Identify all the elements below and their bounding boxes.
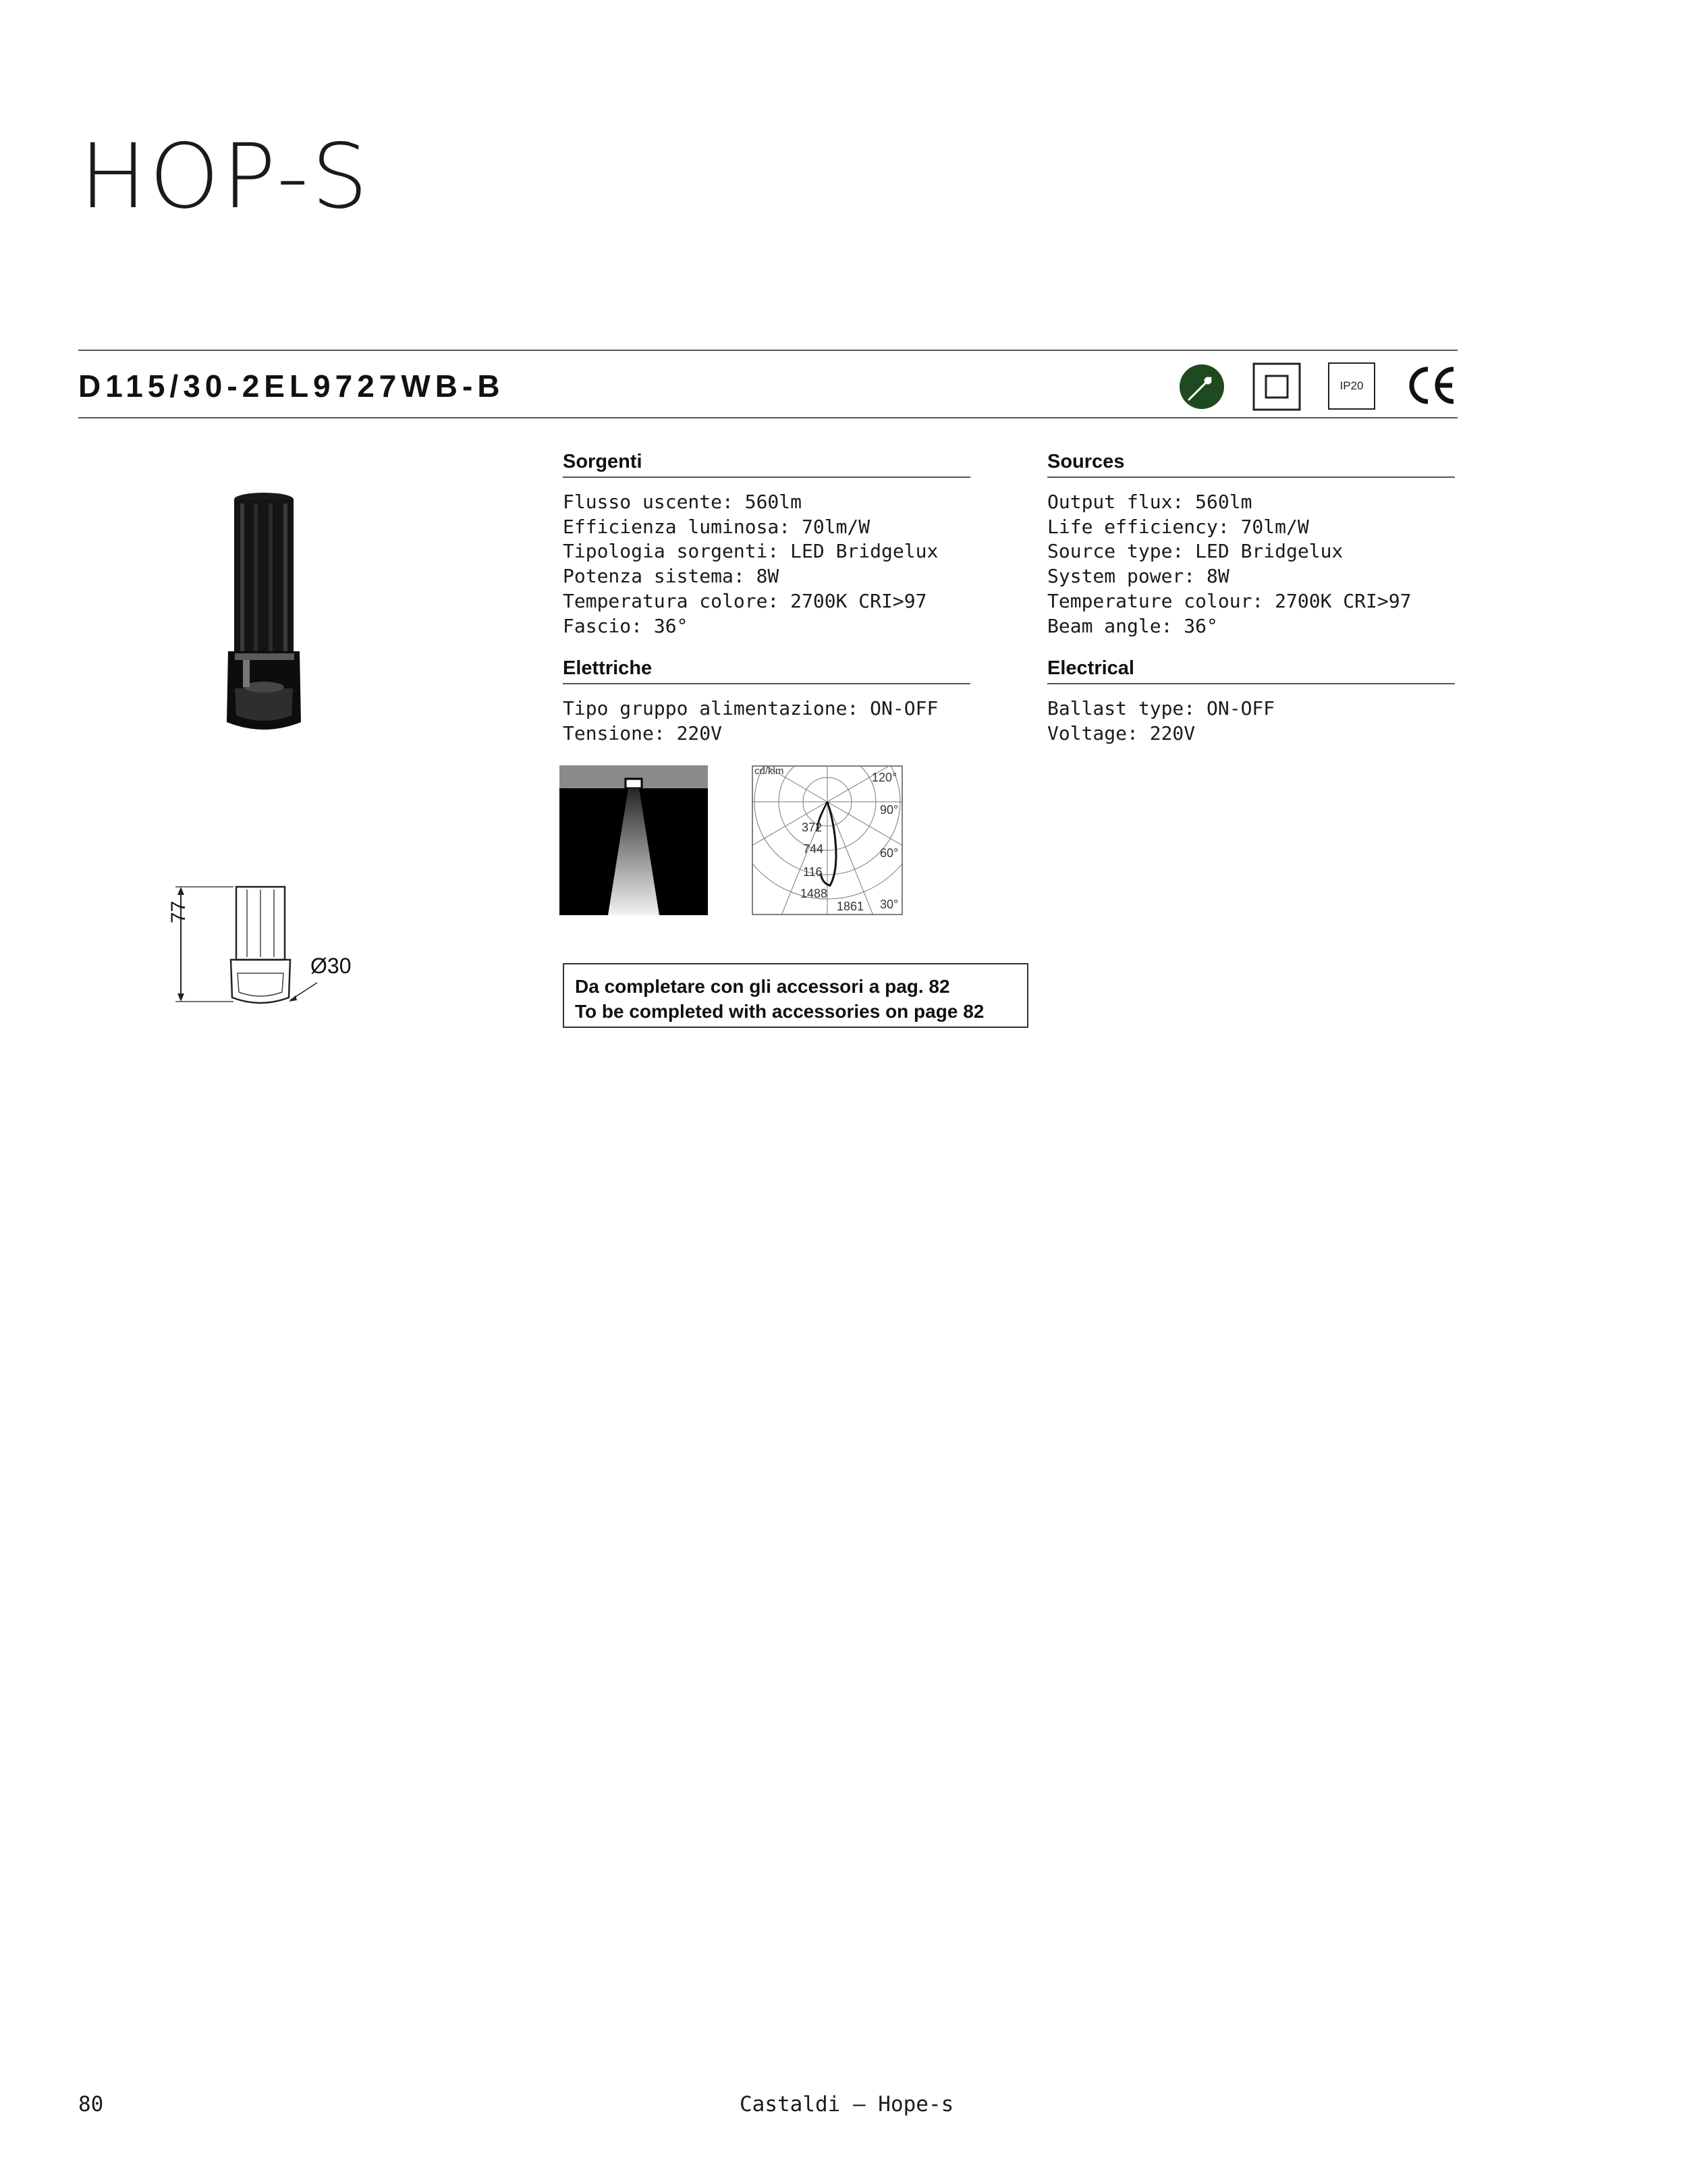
technical-drawing: [162, 871, 358, 1026]
header-bottom-rule: [78, 417, 1458, 418]
sources-heading-it: Sorgenti: [563, 451, 642, 472]
polar-angle-label: 60°: [880, 846, 899, 860]
accessories-note-box: [563, 963, 1028, 1028]
polar-angle-label: 90°: [880, 803, 899, 817]
spec-line: Flusso uscente: 560lm: [563, 491, 802, 513]
page-title: HOP-S: [80, 125, 371, 229]
header-top-rule: [78, 350, 1458, 351]
page-number: 80: [78, 2092, 104, 2117]
polar-unit-label: cd/klm: [754, 765, 784, 777]
spec-line: Temperature colour: 2700K CRI>97: [1047, 589, 1412, 612]
electrical-list-en: [1047, 697, 1275, 746]
sources-rule-en: [1047, 476, 1455, 478]
electrical-list-it: [563, 697, 938, 746]
led-module-icon: [1178, 363, 1225, 410]
spec-line: Tipo gruppo alimentazione: ON-OFF: [563, 697, 939, 719]
sources-heading-en: Sources: [1047, 451, 1125, 472]
spec-line: Potenza sistema: 8W: [563, 565, 779, 588]
spec-line: Ballast type: ON-OFF: [1047, 697, 1275, 719]
electrical-rule-it: [563, 683, 970, 684]
polar-angle-label: 120°: [872, 771, 897, 784]
ip-rating-icon: [1328, 362, 1375, 410]
electrical-rule-en: [1047, 683, 1455, 684]
polar-value-label: 1488: [800, 887, 828, 900]
ce-mark-icon: [1406, 364, 1458, 407]
drawing-height-label: 77: [167, 900, 190, 923]
sources-list-it: [563, 490, 938, 638]
drawing-diameter-label: Ø30: [310, 954, 352, 978]
spec-line: Source type: LED Bridgelux: [1047, 540, 1344, 563]
product-photo: [200, 486, 328, 742]
sources-rule-it: [563, 476, 970, 478]
spec-line: Beam angle: 36°: [1047, 614, 1218, 637]
polar-value-label: 1861: [837, 900, 864, 913]
electrical-heading-en: Electrical: [1047, 657, 1134, 679]
spec-line: System power: 8W: [1047, 565, 1229, 588]
spec-line: Tensione: 220V: [563, 721, 723, 744]
sources-list-en: [1047, 490, 1411, 638]
spec-line: Temperatura colore: 2700K CRI>97: [563, 589, 927, 612]
class-ii-icon: [1252, 362, 1301, 411]
polar-value-label: 372: [802, 821, 823, 834]
product-code: D115/30-2EL9727WB-B: [78, 368, 505, 404]
polar-value-label: 744: [803, 842, 824, 856]
polar-value-label: 116: [803, 865, 823, 879]
spec-line: Life efficiency: 70lm/W: [1047, 515, 1309, 538]
footer-caption: Castaldi — Hope-s: [740, 2092, 954, 2117]
polar-angle-label: 30°: [880, 898, 899, 911]
ip-rating-label: IP20: [1339, 379, 1364, 392]
spec-line: Efficienza luminosa: 70lm/W: [563, 515, 870, 538]
note-line-it: Da completare con gli accessori a pag. 82: [575, 976, 950, 997]
spec-line: Tipologia sorgenti: LED Bridgelux: [563, 540, 939, 563]
spec-line: Output flux: 560lm: [1047, 491, 1252, 513]
spec-line: Voltage: 220V: [1047, 721, 1196, 744]
electrical-heading-it: Elettriche: [563, 657, 653, 679]
beam-illustration: [559, 765, 708, 915]
spec-line: Fascio: 36°: [563, 614, 688, 637]
note-line-en: To be completed with accessories on page 82: [575, 1001, 985, 1022]
